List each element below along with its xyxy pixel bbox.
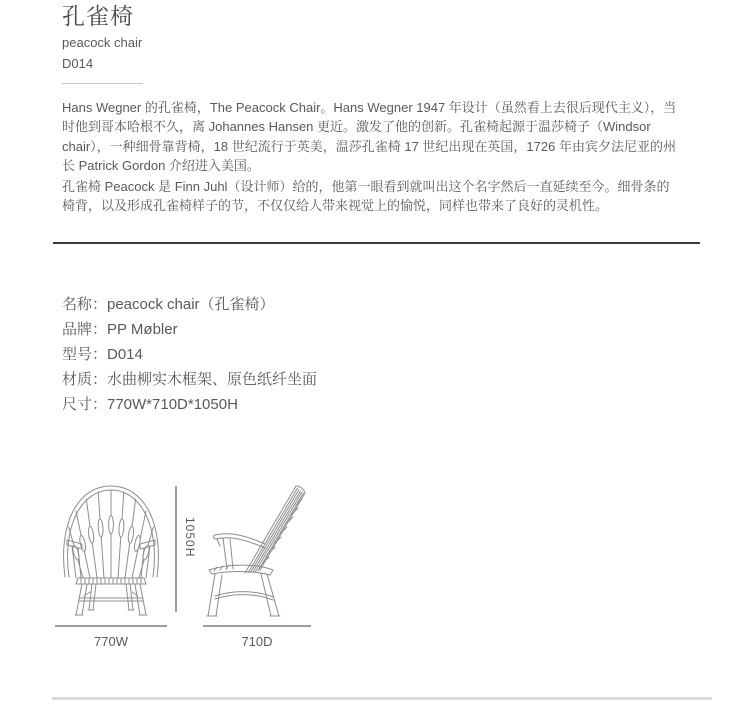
product-subtitle-en: peacock chair bbox=[62, 35, 143, 50]
dimension-drawings bbox=[55, 483, 700, 649]
product-model-code: D014 bbox=[62, 56, 94, 71]
spec-name: 名称：peacock chair（孔雀椅） bbox=[62, 295, 275, 313]
header-rule bbox=[62, 83, 143, 84]
front-view-figure bbox=[55, 483, 167, 649]
width-dimension-line bbox=[55, 625, 167, 627]
intro-paragraph-2: 孔雀椅 Peacock 是 Finn Juhl（设计师）给的，他第一眼看到就叫出这个名字然后一直延续至今。细骨条的椅背，以及形成孔雀椅样子的节，不仅仅给人带来视觉上的愉悦，同样也带来了良好的灵机性。 bbox=[62, 179, 670, 214]
width-dimension-label: 770W bbox=[94, 633, 128, 649]
chair-front-view-drawing bbox=[55, 483, 167, 623]
spec-size: 尺寸：770W*710D*1050H bbox=[62, 395, 238, 413]
spec-list bbox=[62, 292, 700, 417]
spec-brand: 品牌：PP Møbler bbox=[62, 320, 178, 338]
height-dimension-line bbox=[175, 486, 177, 612]
bottom-divider bbox=[52, 697, 712, 700]
depth-dimension-line bbox=[203, 625, 311, 627]
height-dimension-label: 1050H bbox=[183, 516, 197, 558]
height-dimension bbox=[175, 483, 197, 612]
spec-material: 材质：水曲柳实木框架、原色纸纤坐面 bbox=[62, 370, 318, 388]
section-divider bbox=[53, 242, 700, 244]
chair-side-view-drawing bbox=[203, 483, 311, 623]
page-title: 孔雀椅 bbox=[62, 3, 134, 29]
depth-dimension-label: 710D bbox=[241, 633, 273, 649]
spec-model: 型号：D014 bbox=[62, 345, 143, 363]
side-view-figure bbox=[203, 483, 311, 649]
intro-paragraph-1: Hans Wegner 的孔雀椅，The Peacock Chair。Hans Wegner 1947 年设计（虽然看上去很后现代主义），当时他到哥本哈根不久，离 Johannes Hansen 更近。激发了他的创新。孔雀椅起源于温莎椅子（Windsor chair），一种细骨靠背椅，18 世纪流行于英美，温莎孔雀椅 17 世纪出现在英国，1726 年由宾夕法尼亚的州长 Patrick Gordon 介绍进入美国。 bbox=[62, 100, 677, 173]
